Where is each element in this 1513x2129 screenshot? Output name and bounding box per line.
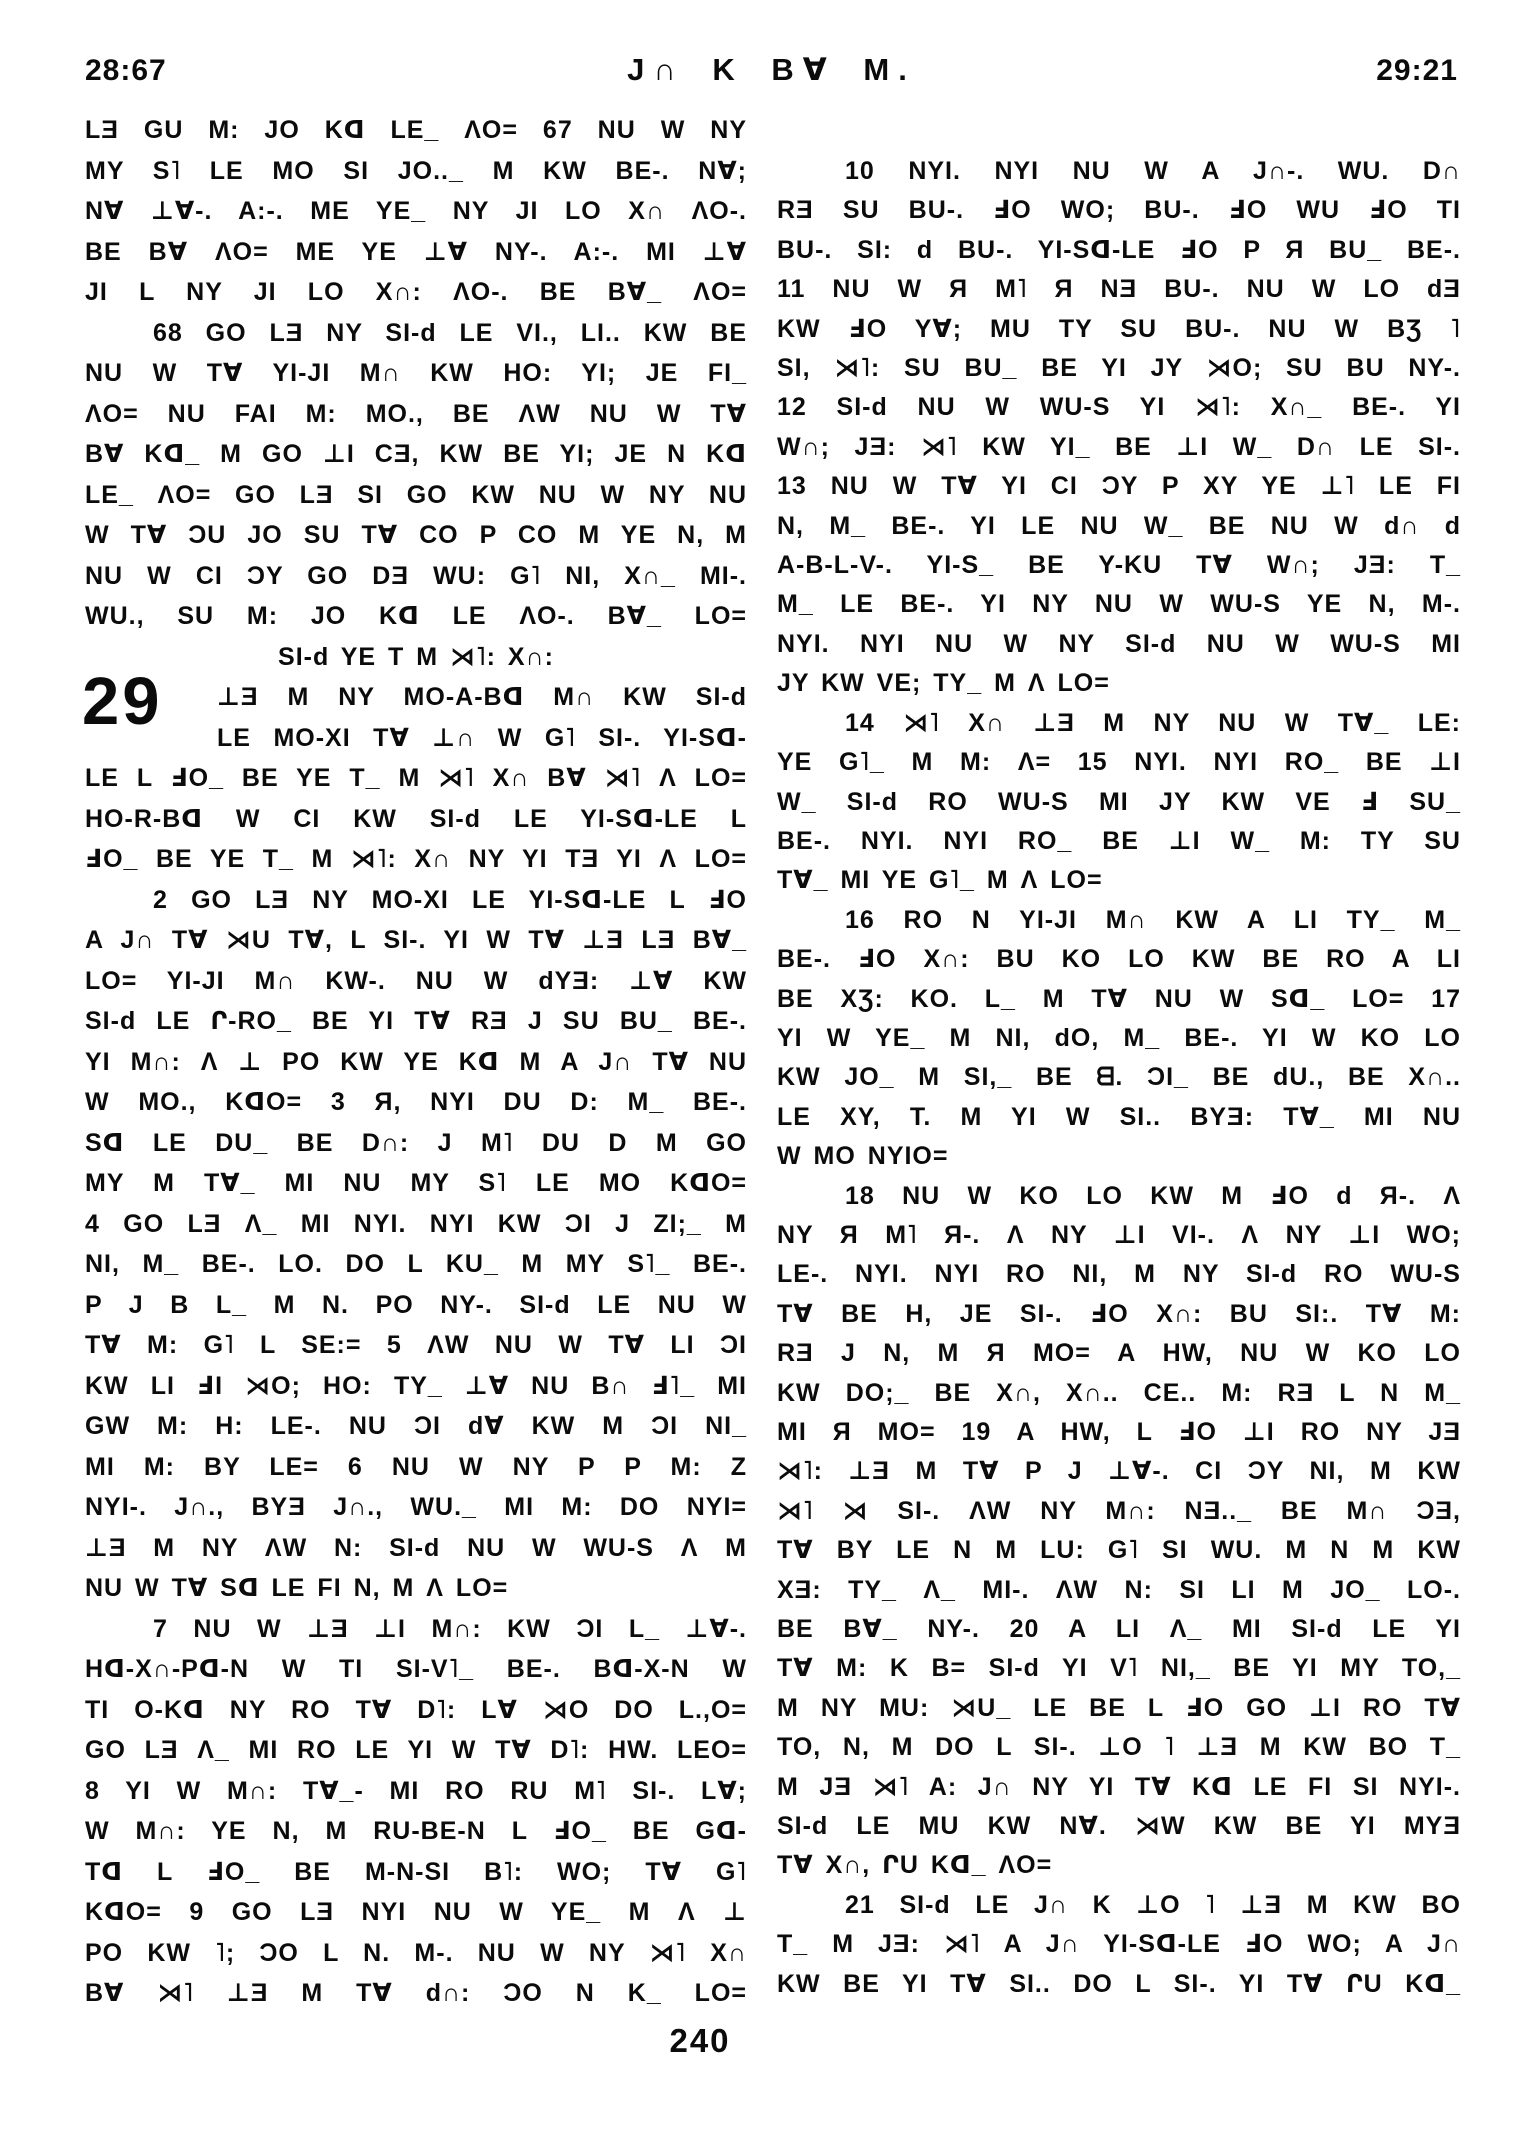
text-line: KW BE YI T∀ SI.. DO L SI-. YI T∀ ՐU Kᗡ_ [777,1969,1461,1998]
text-line: 16 RO N YI-JI M∩ KW A LI TY_ M_ [845,905,1461,934]
text-line: XƎ: TY_ Λ_ MI-. ΛW N: SI LI M JO_ LO-. [777,1575,1461,1604]
text-line: 10 NYI. NYI NU W A J∩-. WU. D∩ [845,157,1461,185]
text-line: HO-R-Bᗡ W CI KW SI-d LE YI-Sᗡ-LE L [85,804,747,833]
text-line: T∀ M: G˥ L SE:= 5 ΛW NU W T∀ LI ƆI [85,1331,747,1359]
chapter-verse-ref-left: 28:67 [85,54,167,87]
text-line: B∀ ⋊˥ ⊥Ǝ M T∀ d∩: ƆO N K_ LO= [85,1979,747,2007]
text-line: LE MO-XI T∀ ⊥∩ W G˥ SI-. YI-Sᗡ- [217,723,747,752]
text-line: JI L NY JI LO X∩: ΛO-. BE B∀_ ΛO= [85,278,747,306]
text-line: T∀ BE H, JE SI-. ℲO X∩: BU SI:. T∀ M: [777,1299,1461,1328]
text-line: B∀ Kᗡ_ M GO ⊥I CƎ, KW BE YI; JE N Kᗡ [85,440,747,468]
text-line: SI, ⋊˥: SU BU_ BE YI JY ⋊O; SU BU NY-. [777,354,1461,383]
text-line: BE XƷ: KO. L_ M T∀ NU W Sᗡ_ LO= 17 [777,984,1461,1013]
text-line: RƎ J N, M Я MO= A HW, NU W KO LO [777,1339,1461,1368]
text-line: MY S˥ LE MO SI JO.._ M KW BE-. N∀; [85,156,747,185]
text-line: 13 NU W T∀ YI CI ƆY P XY YE ⊥˥ LE FI [777,472,1461,501]
text-line: BE B∀_ NY-. 20 A LI Λ_ MI SI-d LE YI [777,1615,1461,1644]
text-line: WU., SU M: JO Kᗡ LE ΛO-. B∀_ LO= [85,602,747,630]
text-line: ΛO= NU FAI M: MO., BE ΛW NU W T∀ [85,399,747,428]
chapter-verse-ref-right: 29:21 [1376,54,1458,87]
page-number: 240 [669,2022,731,2059]
text-line: 11 NU W Я M˥ Я NƎ BU-. NU W LO dƎ [777,275,1461,304]
text-line: ⊥Ǝ M NY ΛW N: SI-d NU W WU-S Λ M [85,1533,747,1562]
text-line: NYI-. J∩., BYƎ J∩., WU._ MI M: DO NYI= [85,1493,747,1521]
text-line: LƎ GU M: JO Kᗡ LE_ ΛO= 67 NU W NY [85,116,747,144]
text-line: GW M: H: LE-. NU ƆI d∀ KW M ƆI NI_ [85,1412,747,1440]
text-line: JY KW VE; TY_ M Λ LO= [777,669,1110,698]
text-line: T∀ BY LE N M LU: G˥ SI WU. M N M KW [777,1536,1461,1565]
text-line: N∀ ⊥∀-. A:-. ME YE_ NY JI LO X∩ ΛO-. [85,197,747,225]
text-line: SI-d LE MU KW N∀. ⋊W KW BE YI MYƎ [777,1812,1461,1841]
text-line: LE-. NYI. NYI RO NI, M NY SI-d RO WU-S [777,1260,1461,1289]
text-line: TI O-Kᗡ NY RO T∀ D˥: L∀ ⋊O DO L.,O= [85,1695,747,1724]
text-line: Tᗡ L ℲO_ BE M-N-SI B˥: WO; T∀ G˥ [85,1857,747,1886]
text-line: MI Я MO= 19 A HW, L ℲO ⊥I RO NY JƎ [777,1418,1461,1446]
text-line: NU W T∀ YI-JI M∩ KW HO: YI; JE FI_ [85,359,747,387]
text-line: NU W CI ƆY GO DƎ WU: G˥ NI, X∩_ MI-. [85,561,747,590]
text-line: Sᗡ LE DU_ BE D∩: J M˥ DU D M GO [85,1128,747,1157]
left-column [82,110,747,2014]
running-title: J∩ K B∀ M. [627,52,916,87]
text-line: NY Я M˥ Я-. Λ NY ⊥I VI-. Λ NY ⊥I WO; [777,1220,1461,1249]
text-line: GO LƎ Λ_ MI RO LE YI W T∀ D˥: HW. LEO= [85,1736,747,1764]
text-line: KW ℲO Y∀; MU TY SU BU-. NU W BƷ ˥ [777,314,1461,343]
text-line: N, M_ BE-. YI LE NU W_ BE NU W d∩ d [777,511,1461,540]
text-line: M_ LE BE-. YI NY NU W WU-S YE N, M-. [777,590,1461,619]
text-line: Hᗡ-X∩-Pᗡ-N W TI SI-V˥_ BE-. Bᗡ-X-N W [85,1655,747,1683]
text-line: W T∀ ƆU JO SU T∀ CO P CO M YE N, M [85,521,747,549]
text-line: BE-. ℲO X∩: BU KO LO KW BE RO A LI [777,945,1461,974]
text-line: MI M: BY LE= 6 NU W NY P P M: Z [85,1452,747,1481]
text-line: SI-d LE Ր-RO_ BE YI T∀ RƎ J SU BU_ BE-. [85,1007,747,1035]
text-line: SI-d YE T M ⋊˥: X∩: [278,642,554,671]
text-line: ℲO_ BE YE T_ M ⋊˥: X∩ NY YI TƎ YI Λ LO= [85,845,747,873]
text-line: W MO NYIO= [777,1142,949,1171]
text-line: T_ M JƎ: ⋊˥ A J∩ YI-Sᗡ-LE ℲO WO; A J∩ [777,1930,1461,1959]
text-line: A-B-L-V-. YI-S_ BE Y-KU T∀ W∩; JƎ: T_ [777,551,1461,580]
text-line: T∀ M: K B= SI-d YI V˥ NI,_ BE YI MY TO,_ [777,1654,1461,1683]
text-line: LE L ℲO_ BE YE T_ M ⋊˥ X∩ B∀ ⋊˥ Λ LO= [85,764,747,792]
text-line: ⊥Ǝ M NY MO-A-Bᗡ M∩ KW SI-d [217,683,747,711]
text-line: P J B L_ M N. PO NY-. SI-d LE NU W [85,1290,747,1319]
text-line: W∩; JƎ: ⋊˥ KW YI_ BE ⊥I W_ D∩ LE SI-. [777,432,1461,461]
text-line: YI M∩: Λ ⊥ PO KW YE Kᗡ M A J∩ T∀ NU [85,1047,747,1076]
text-line: RƎ SU BU-. ℲO WO; BU-. ℲO WU ℲO TI [777,196,1461,225]
text-line: MY M T∀_ MI NU MY S˥ LE MO KᗡO= [85,1169,747,1197]
text-line: M JƎ ⋊˥ A: J∩ NY YI T∀ Kᗡ LE FI SI NYI-. [777,1772,1461,1801]
text-line: ⋊˥: ⊥Ǝ M T∀ P J ⊥∀-. CI ƆY NI, M KW [777,1457,1461,1486]
text-line: W MO., KᗡO= 3 Я, NYI DU D: M_ BE-. [85,1088,747,1116]
text-line: NI, M_ BE-. LO. DO L KU_ M MY S˥_ BE-. [85,1250,747,1278]
text-line: 4 GO LƎ Λ_ MI NYI. NYI KW ƆI J ZI;_ M [85,1209,747,1238]
text-line: 7 NU W ⊥Ǝ ⊥I M∩: KW ƆI L_ ⊥∀-. [153,1614,747,1643]
text-line: 18 NU W KO LO KW M ℲO d Я-. Λ [845,1181,1461,1210]
text-line: TO, N, M DO L SI-. ⊥O ˥ ⊥Ǝ M KW BO T_ [777,1733,1461,1762]
text-line: NYI. NYI NU W NY SI-d NU W WU-S MI [777,629,1461,658]
text-line: 2 GO LƎ NY MO-XI LE YI-Sᗡ-LE L ℲO [153,885,747,914]
text-line: NU W T∀ Sᗡ LE FI N, M Λ LO= [85,1574,509,1602]
text-line: ⋊˥ ⋊ SI-. ΛW NY M∩: NƎ.._ BE M∩ ƆƎ, [777,1496,1461,1525]
chapter-number-drop-cap: 29 [82,664,163,739]
text-line: KW DO;_ BE X∩, X∩.. CE.. M: RƎ L N M_ [777,1378,1461,1407]
text-line: KW LI ℲI ⋊O; HO: TY_ ⊥∀ NU B∩ Ⅎ˥_ MI [85,1371,747,1400]
text-line: 8 YI W M∩: T∀_- MI RO RU M˥ SI-. L∀; [85,1776,747,1805]
text-line: BU-. SI: d BU-. YI-Sᗡ-LE ℲO P Я BU_ BE-. [777,235,1461,264]
text-line: PO KW ˥; ƆO L N. M-. NU W NY ⋊˥ X∩ [85,1938,747,1967]
text-line: 14 ⋊˥ X∩ ⊥Ǝ M NY NU W T∀_ LE: [845,708,1461,737]
text-line: M NY MU: ⋊U_ LE BE L ℲO GO ⊥I RO T∀ [777,1693,1461,1722]
page-footer [85,2022,1315,2060]
right-column [777,152,1461,2004]
text-line: LO= YI-JI M∩ KW-. NU W dYƎ: ⊥∀ KW [85,966,747,995]
text-line: BE-. NYI. NYI RO_ BE ⊥I W_ M: TY SU [777,826,1461,855]
page-header [85,52,1458,88]
text-line: BE B∀ ΛO= ME YE ⊥∀ NY-. A:-. MI ⊥∀ [85,237,747,266]
text-line: W M∩: YE N, M RU-BE-N L ℲO_ BE Gᗡ- [85,1817,747,1845]
text-line: T∀ X∩, ՐU Kᗡ_ ΛO= [777,1851,1053,1880]
text-line: 21 SI-d LE J∩ K ⊥O ˥ ⊥Ǝ M KW BO [845,1890,1461,1919]
text-line: 68 GO LƎ NY SI-d LE VI., LI.. KW BE [153,318,747,347]
text-line: YI W YE_ M NI, dO, M_ BE-. YI W KO LO [777,1023,1461,1052]
text-line: LE_ ΛO= GO LƎ SI GO KW NU W NY NU [85,480,747,509]
text-line: KW JO_ M SI,_ BE ᗺ. ƆI_ BE dU., BE X∩.. [777,1063,1461,1092]
text-line: T∀_ MI YE G˥_ M Λ LO= [777,866,1103,895]
text-line: 12 SI-d NU W WU-S YI ⋊˥: X∩_ BE-. YI [777,393,1461,422]
text-line: W_ SI-d RO WU-S MI JY KW VE Ⅎ SU_ [777,787,1461,816]
text-line: YE G˥_ M M: Λ= 15 NYI. NYI RO_ BE ⊥I [777,748,1461,777]
text-line: LE XY, T. M YI W SI.. BYƎ: T∀_ MI NU [777,1102,1461,1131]
text-line: KᗡO= 9 GO LƎ NYI NU W YE_ M Λ ⊥ [85,1898,747,1926]
text-line: A J∩ T∀ ⋊U T∀, L SI-. YI W T∀ ⊥Ǝ LƎ B∀_ [85,926,747,954]
